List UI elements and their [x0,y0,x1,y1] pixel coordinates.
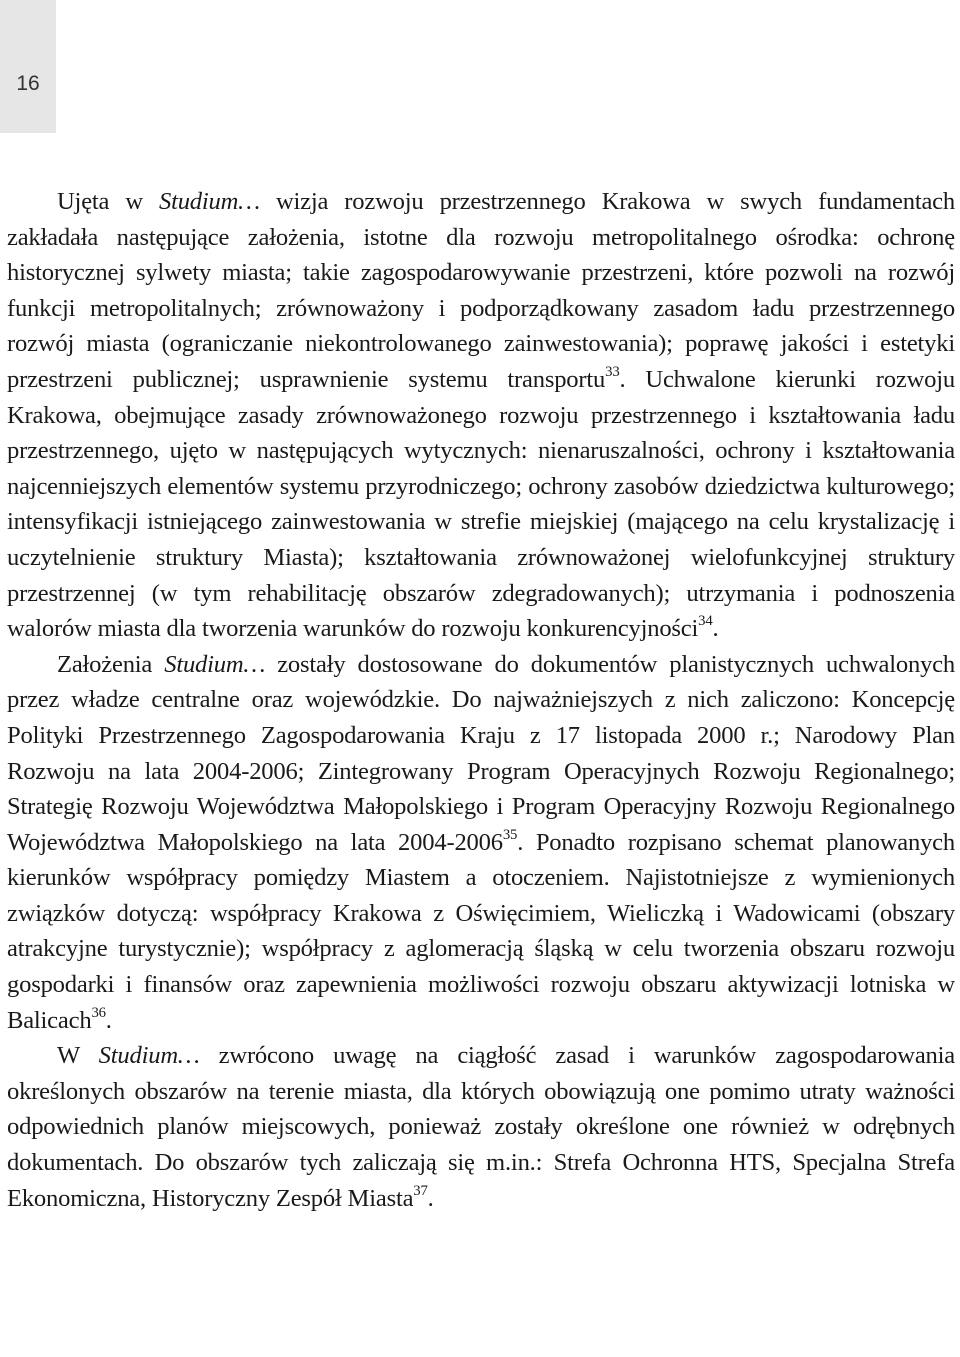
footnote-ref-35: 35 [502,826,518,843]
footnote-ref-37: 37 [413,1182,428,1199]
footnote-ref-33: 33 [605,363,620,380]
body-text [7,184,955,1216]
studium-title: Studium… [158,188,260,215]
paragraph-text: wizja rozwoju przestrzennego Krakowa w swych fundamentach zakładała następujące założenia, istotne dla rozwoju metropolitalnego ośrodka: ochronę historycznej sylwety miasta; takie zagospodarowywanie przestrzeni, które pozwoli na rozwój funkcji metropolitalnych; zrównoważony i podporządkowany zasadom ładu przestrzennego rozwój miasta (ograniczanie niekontrolowanego zainwestowania); poprawę jakości i estetyki przestrzeni publicznej; usprawnienie systemu transportu [7,188,955,393]
studium-title: Studium… [98,1042,200,1070]
page-number-tab [0,0,56,133]
paragraph-text: . Uchwalone kierunki rozwoju Krakowa, obejmujące zasady zrównoważonego rozwoju przestrzennego i kształtowania ładu przestrzennego, ujęto w następujących wytycznych: nienaruszalności, ochrony i kształtowania najcenniejszych elementów systemu przyrodniczego; ochrony zasobów dziedzictwa kulturowego; intensyfikacji istniejącego zainwestowania w strefie miejskiej (mającego na celu krystalizację i uczytelnienie struktury Miasta); kształtowania zrównoważonej wielofunkcyjnej struktury przestrzennej (w tym rehabilitację obszarów zdegradowanych); utrzymania i podnoszenia walorów miasta dla tworzenia warunków do rozwoju konkurencyjności [7,365,955,643]
paragraph-text: Założenia [57,650,165,678]
page-number: 16 [16,72,40,95]
paragraph-text: . [712,615,719,643]
paragraph-text: . Ponadto rozpisano schemat planowanych kierunków współpracy pomiędzy Miastem a otoczeniem. Najistotniejsze z wymienionych związków dotyczą: współpracy Krakowa z Oświęcimiem, Wieliczką i Wadowicami (obszary atrakcyjne turystycznie); współpracy z aglomeracją śląską w celu tworzenia obszaru rozwoju gospodarki i finansów oraz zapewnienia możliwości rozwoju obszaru aktywizacji lotniska w Balicach [7,828,955,1034]
paragraph-text: Ujęta w [57,188,159,215]
studium-title: Studium… [164,650,266,678]
paragraph-text: . [105,1006,112,1034]
paragraph-2 [7,647,955,1039]
paragraph-text: . [427,1184,434,1212]
paragraph-1 [7,184,955,647]
footnote-ref-34: 34 [698,613,713,630]
paragraph-text: W [57,1042,99,1070]
paragraph-text: zwrócono uwagę na ciągłość zasad i warunków zagospodarowania określonych obszarów na terenie miasta, dla których obowiązują one pomimo utraty ważności odpowiednich planów miejscowych, ponieważ zostały określone one również w odrębnych dokumentach. Do obszarów tych zaliczają się m.in.: Strefa Ochronna HTS, Specjalna Strefa Ekonomiczna, Historyczny Zespół Miasta [7,1042,955,1212]
paragraph-text: zostały dostosowane do dokumentów planistycznych uchwalonych przez władze centralne oraz wojewódzkie. Do najważniejszych z nich zaliczono: Koncepcję Polityki Przestrzennego Zagospodarowania Kraju z 17 listopada 2000 r.; Narodowy Plan Rozwoju na lata 2004-2006; Zintegrowany Program Operacyjnych Rozwoju Regionalnego; Strategię Rozwoju Województwa Małopolskiego i Program Operacyjny Rozwoju Regionalnego Województwa Małopolskiego na lata 2004-2006 [7,650,955,856]
paragraph-3 [7,1038,955,1216]
footnote-ref-36: 36 [91,1004,106,1021]
